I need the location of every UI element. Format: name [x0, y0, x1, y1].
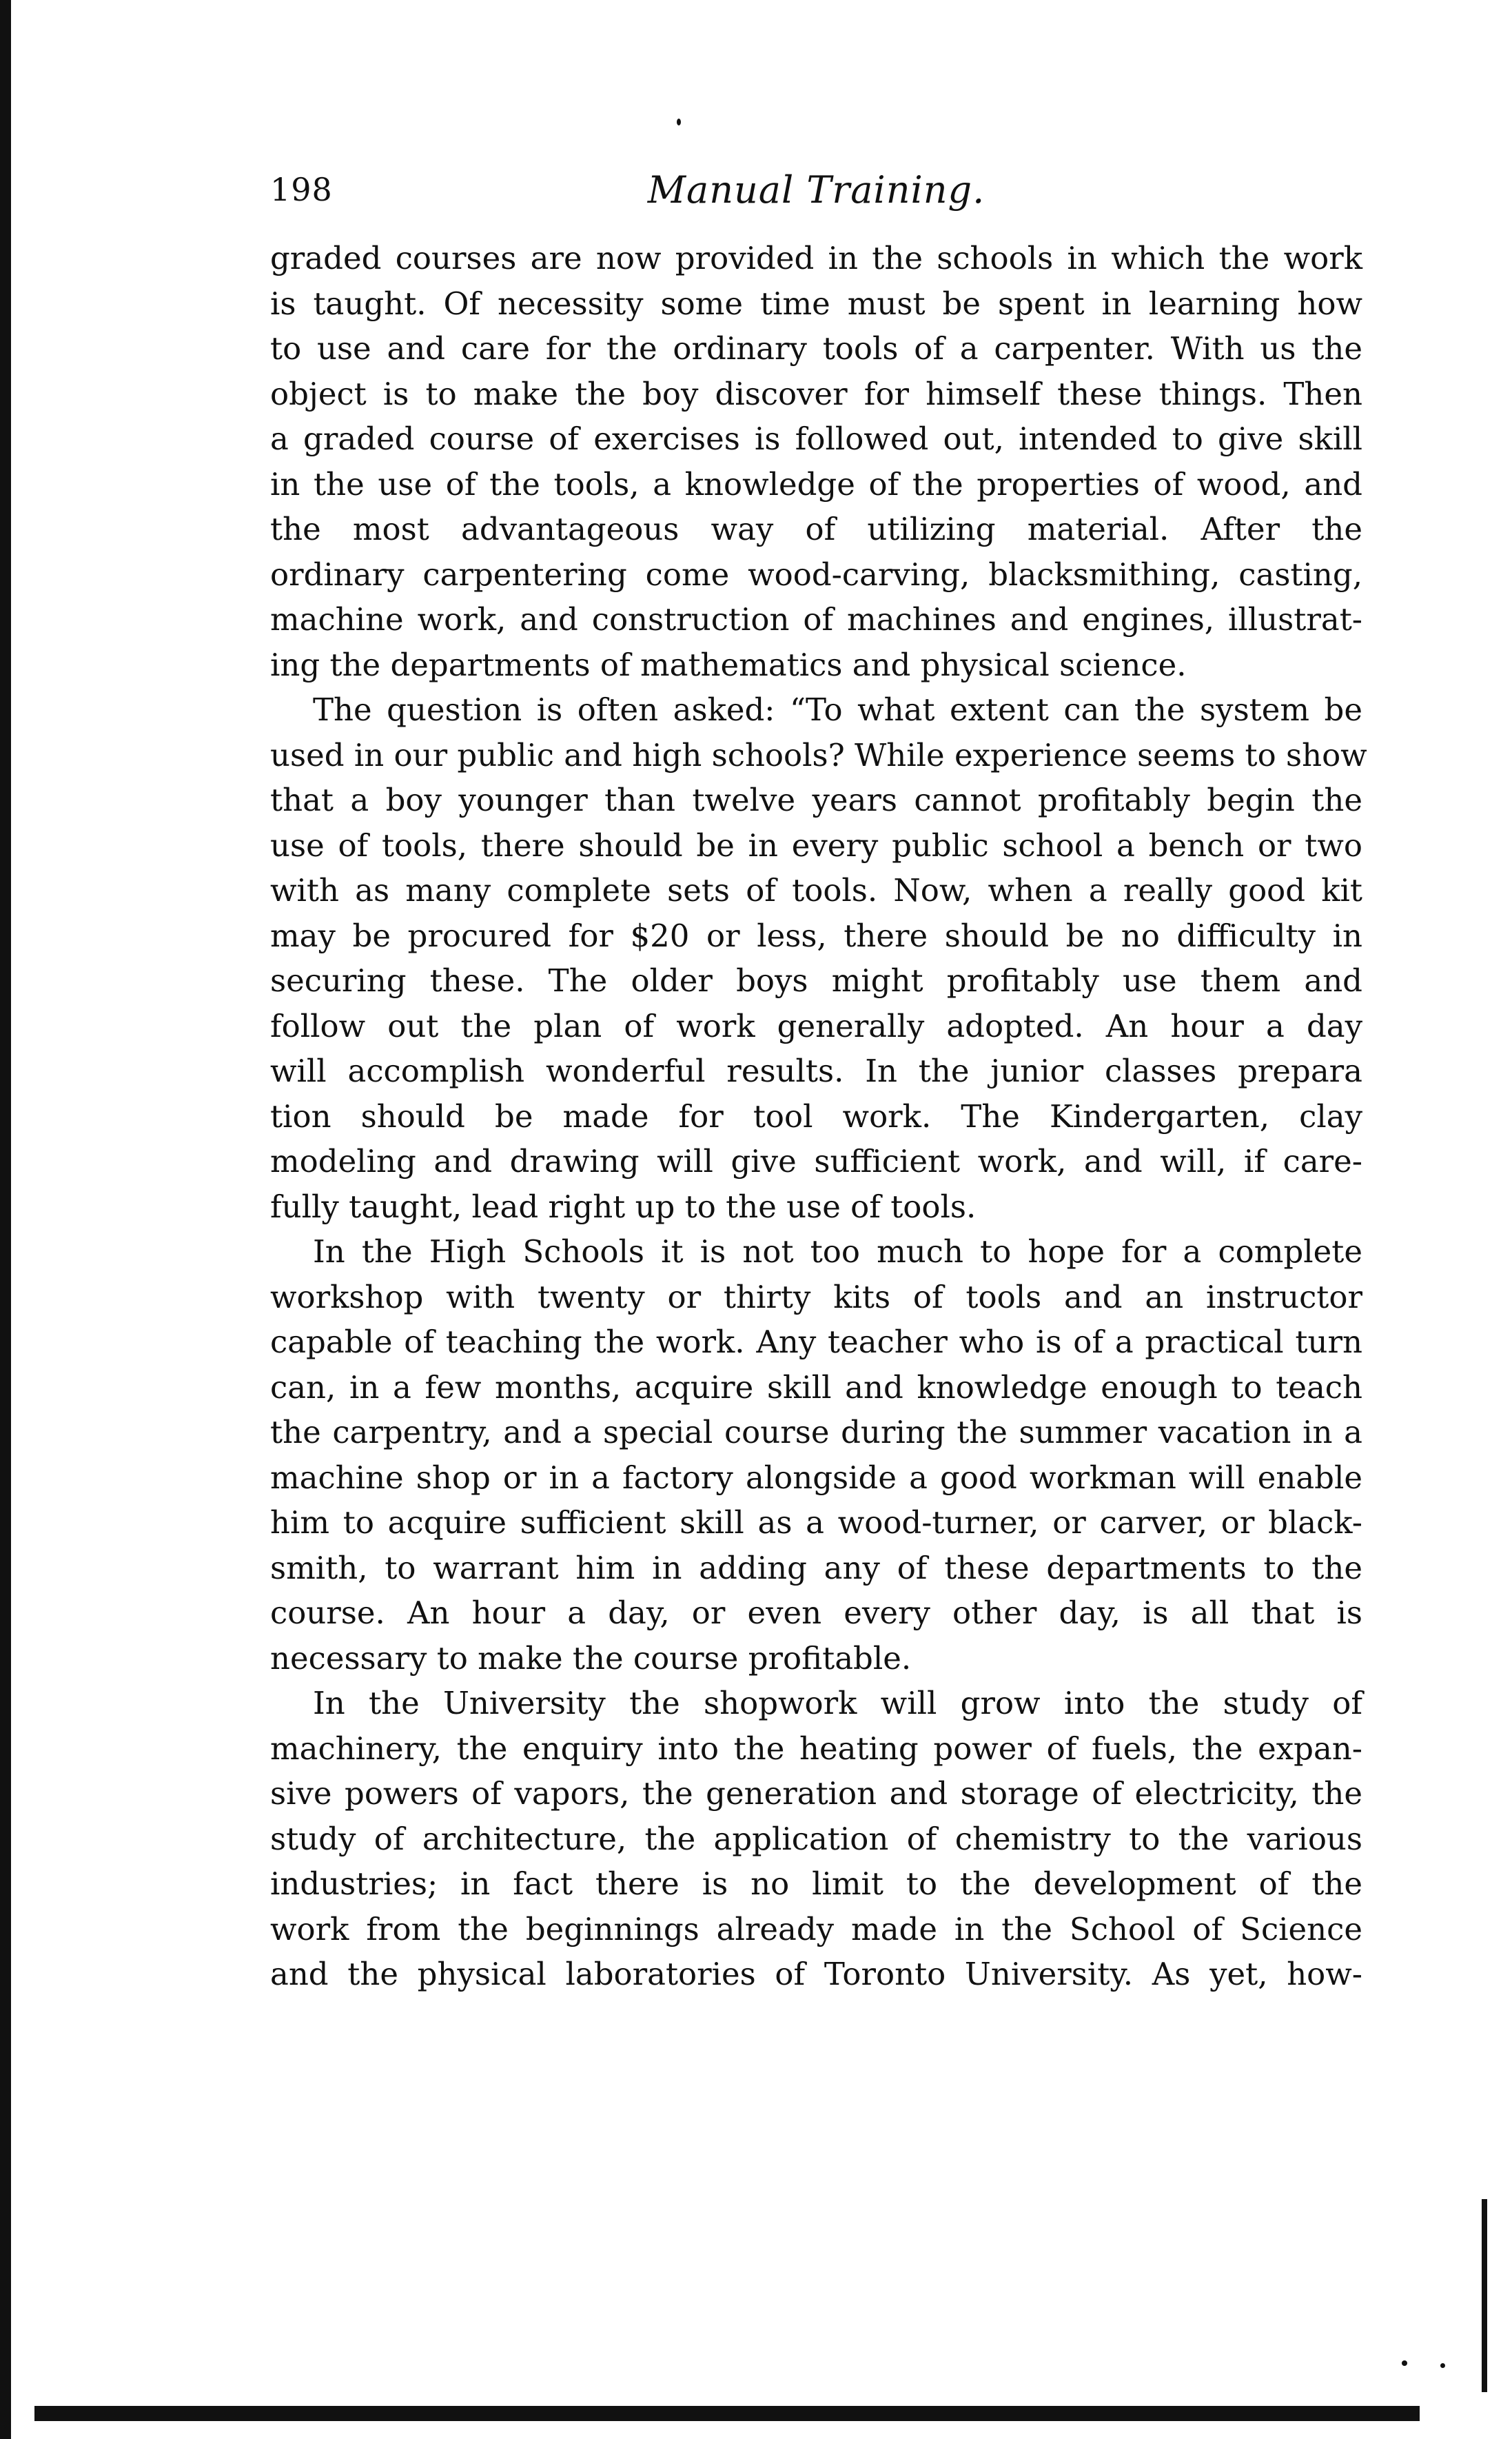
text-line: securing these. The older boys might profitably use them and: [270, 962, 1362, 999]
text-line: smith, to warrant him in adding any of these departments to the: [270, 1549, 1362, 1586]
scan-right-mark: [1482, 2199, 1487, 2392]
body-text: [270, 236, 1367, 1997]
running-head: [270, 159, 1362, 221]
text-line: may be procured for $20 or less, there should be no difficulty in: [270, 917, 1362, 954]
text-line: with as many complete sets of tools. Now, when a really good kit: [270, 872, 1362, 909]
book-page: [270, 159, 1367, 2309]
text-line: necessary to make the course profitable.: [270, 1639, 912, 1677]
text-line: can, in a few months, acquire skill and knowledge enough to teach: [270, 1368, 1362, 1406]
text-line: work from the beginnings already made in the School of Science: [270, 1910, 1362, 1947]
text-line: machine shop or in a factory alongside a good workman will enable: [270, 1459, 1362, 1496]
paragraph: [270, 236, 1362, 687]
scan-bottom-border: [34, 2406, 1420, 2421]
text-line: machinery, the enquiry into the heating power of fuels, the expan-: [270, 1730, 1362, 1767]
text-line: modeling and drawing will give sufficient work, and will, if care-: [270, 1143, 1362, 1180]
paragraph: [270, 687, 1367, 1229]
text-line: machine work, and construction of machines and engines, illustrat-: [270, 601, 1362, 638]
text-line: sive powers of vapors, the generation and storage of electricity, the: [270, 1775, 1362, 1812]
text-line: study of architecture, the application of chemistry to the various: [270, 1820, 1362, 1857]
text-line: In the University the shopwork will grow into the study of: [313, 1685, 1362, 1721]
text-line: use of tools, there should be in every public school a bench or two: [270, 827, 1362, 864]
text-line: tion should be made for tool work. The Kindergarten, clay: [270, 1097, 1362, 1135]
text-line: a graded course of exercises is followed out, intended to give skill: [270, 421, 1362, 457]
text-line: ing the departments of mathematics and physical science.: [270, 646, 1187, 683]
text-line: industries; in fact there is no limit to the development of the: [270, 1865, 1362, 1902]
paragraph: [270, 1229, 1362, 1681]
text-line: ordinary carpentering come wood-carving, blacksmithing, casting,: [270, 556, 1362, 593]
scan-speck: [677, 119, 681, 125]
text-line: In the High Schools it is not too much to hope for a complete: [313, 1233, 1362, 1270]
page-number: 198: [270, 171, 333, 208]
text-line: to use and care for the ordinary tools of a carpenter. With us the: [270, 330, 1362, 367]
text-line: in the use of the tools, a knowledge of the properties of wood, and: [270, 465, 1362, 503]
text-line: used in our public and high schools? While experience seems to show: [270, 736, 1367, 773]
text-line: graded courses are now provided in the schools in which the work: [270, 240, 1362, 276]
text-line: that a boy younger than twelve years cannot profitably begin the: [270, 782, 1362, 818]
text-line: the carpentry, and a special course during the summer vacation in a: [270, 1414, 1362, 1450]
text-line: the most advantageous way of utilizing material. After the: [270, 511, 1362, 547]
scan-left-border: [0, 0, 11, 2439]
text-line: will accomplish wonderful results. In the junior classes prepara: [270, 1053, 1362, 1089]
text-line: object is to make the boy discover for himself these things. Then: [270, 375, 1362, 412]
text-line: him to acquire sufficient skill as a wood-turner, or carver, or black-: [270, 1504, 1362, 1541]
text-line: The question is often asked: “To what extent can the system be: [313, 691, 1362, 728]
running-title: Manual Training.: [647, 168, 985, 212]
text-line: follow out the plan of work generally adopted. An hour a day: [270, 1007, 1362, 1044]
scan-speck: [1440, 2363, 1445, 2368]
text-line: capable of teaching the work. Any teacher who is of a practical turn: [270, 1324, 1362, 1360]
paragraph: [270, 1681, 1362, 1997]
text-line: fully taught, lead right up to the use of tools.: [270, 1188, 977, 1225]
scan-speck: [1402, 2360, 1407, 2366]
text-line: course. An hour a day, or even every other day, is all that is: [270, 1595, 1362, 1631]
text-line: and the physical laboratories of Toronto University. As yet, how-: [270, 1956, 1362, 1992]
text-line: is taught. Of necessity some time must be spent in learning how: [270, 285, 1362, 322]
text-line: workshop with twenty or thirty kits of tools and an instructor: [270, 1278, 1362, 1315]
